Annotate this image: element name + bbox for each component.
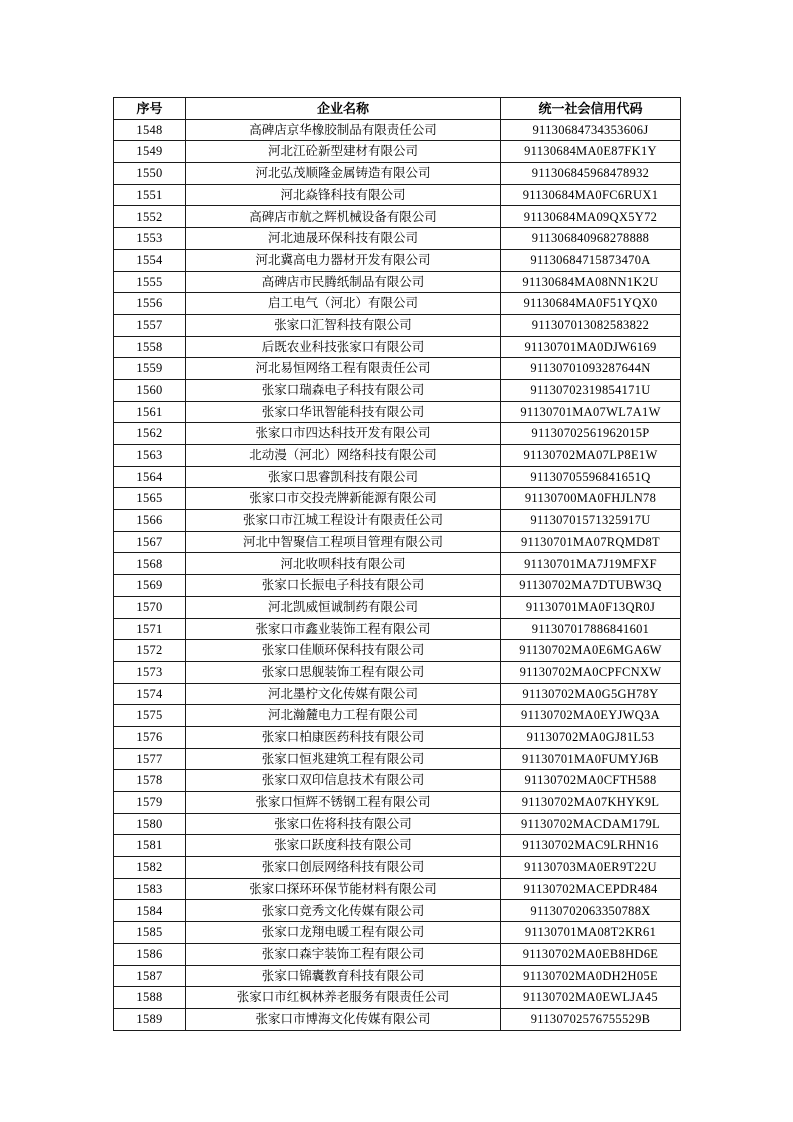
row-credit-code: 91130702063350788X	[501, 900, 681, 922]
row-index: 1558	[114, 336, 186, 358]
row-company-name: 张家口龙翔电暖工程有限公司	[186, 922, 501, 944]
row-index: 1552	[114, 206, 186, 228]
table-row	[114, 466, 681, 488]
row-credit-code: 91130701MA07RQMD8T	[501, 531, 681, 553]
row-credit-code: 91130684MA08NN1K2U	[501, 271, 681, 293]
row-index: 1577	[114, 748, 186, 770]
row-company-name: 河北焱锋科技有限公司	[186, 184, 501, 206]
row-index: 1580	[114, 813, 186, 835]
row-company-name: 河北弘茂顺隆金属铸造有限公司	[186, 163, 501, 185]
table-row	[114, 792, 681, 814]
row-company-name: 河北迪晟环保科技有限公司	[186, 228, 501, 250]
row-index: 1554	[114, 249, 186, 271]
row-company-name: 高碑店市民腾纸制品有限公司	[186, 271, 501, 293]
row-credit-code: 91130702576755529B	[501, 1008, 681, 1030]
table-row	[114, 596, 681, 618]
row-index: 1589	[114, 1008, 186, 1030]
row-index: 1553	[114, 228, 186, 250]
row-credit-code: 91130701MA0FUMYJ6B	[501, 748, 681, 770]
row-credit-code: 91130702MACDAM179L	[501, 813, 681, 835]
table-row	[114, 336, 681, 358]
row-credit-code: 91130684MA0E87FK1Y	[501, 141, 681, 163]
row-company-name: 河北凯威恒诚制药有限公司	[186, 596, 501, 618]
row-credit-code: 91130702561962015P	[501, 423, 681, 445]
row-credit-code: 91130702319854171U	[501, 379, 681, 401]
table-row	[114, 531, 681, 553]
row-index: 1548	[114, 119, 186, 141]
row-credit-code: 91130701MA7J19MFXF	[501, 553, 681, 575]
row-credit-code: 911306840968278888	[501, 228, 681, 250]
row-company-name: 高碑店京华橡胶制品有限责任公司	[186, 119, 501, 141]
row-credit-code: 91130684MA0FC6RUX1	[501, 184, 681, 206]
table-row	[114, 943, 681, 965]
row-index: 1573	[114, 661, 186, 683]
row-index: 1572	[114, 640, 186, 662]
row-company-name: 张家口跃度科技有限公司	[186, 835, 501, 857]
row-company-name: 后既农业科技张家口有限公司	[186, 336, 501, 358]
table-row	[114, 813, 681, 835]
row-company-name: 张家口竞秀文化传媒有限公司	[186, 900, 501, 922]
table-row	[114, 726, 681, 748]
table-row	[114, 748, 681, 770]
table-row	[114, 184, 681, 206]
row-company-name: 张家口创辰网络科技有限公司	[186, 857, 501, 879]
row-company-name: 张家口探环环保节能材料有限公司	[186, 878, 501, 900]
row-index: 1563	[114, 445, 186, 467]
row-credit-code: 91130702MA0EWLJA45	[501, 987, 681, 1009]
row-company-name: 启工电气（河北）有限公司	[186, 293, 501, 315]
row-company-name: 张家口市交投壳牌新能源有限公司	[186, 488, 501, 510]
row-credit-code: 91130701MA08T2KR61	[501, 922, 681, 944]
table-row	[114, 271, 681, 293]
table-row	[114, 423, 681, 445]
row-company-name: 高碑店市航之辉机械设备有限公司	[186, 206, 501, 228]
row-company-name: 张家口思舰装饰工程有限公司	[186, 661, 501, 683]
row-credit-code: 91130701MA0DJW6169	[501, 336, 681, 358]
row-credit-code: 91130702MA0DH2H05E	[501, 965, 681, 987]
row-index: 1557	[114, 314, 186, 336]
row-index: 1587	[114, 965, 186, 987]
row-company-name: 张家口双印信息技术有限公司	[186, 770, 501, 792]
row-credit-code: 91130684715873470A	[501, 249, 681, 271]
company-table	[113, 97, 681, 1031]
row-index: 1578	[114, 770, 186, 792]
row-index: 1551	[114, 184, 186, 206]
row-company-name: 张家口思睿凯科技有限公司	[186, 466, 501, 488]
row-index: 1555	[114, 271, 186, 293]
table-row	[114, 249, 681, 271]
table-row	[114, 510, 681, 532]
row-credit-code: 91130702MA07LP8E1W	[501, 445, 681, 467]
row-company-name: 河北中智聚信工程项目管理有限公司	[186, 531, 501, 553]
row-company-name: 张家口瑞森电子科技有限公司	[186, 379, 501, 401]
row-index: 1570	[114, 596, 186, 618]
row-index: 1581	[114, 835, 186, 857]
row-company-name: 河北瀚麓电力工程有限公司	[186, 705, 501, 727]
row-company-name: 张家口森宇装饰工程有限公司	[186, 943, 501, 965]
row-company-name: 张家口佐将科技有限公司	[186, 813, 501, 835]
table-body	[114, 119, 681, 1030]
row-index: 1556	[114, 293, 186, 315]
row-credit-code: 91130702MA7DTUBW3Q	[501, 575, 681, 597]
row-credit-code: 91130702MA07KHYK9L	[501, 792, 681, 814]
row-index: 1567	[114, 531, 186, 553]
row-company-name: 北动漫（河北）网络科技有限公司	[186, 445, 501, 467]
row-index: 1576	[114, 726, 186, 748]
row-credit-code: 91130702MA0G5GH78Y	[501, 683, 681, 705]
table-row	[114, 661, 681, 683]
row-index: 1564	[114, 466, 186, 488]
row-company-name: 张家口恒辉不锈钢工程有限公司	[186, 792, 501, 814]
row-company-name: 河北墨柠文化传媒有限公司	[186, 683, 501, 705]
row-company-name: 张家口市江城工程设计有限责任公司	[186, 510, 501, 532]
table-row	[114, 683, 681, 705]
row-index: 1586	[114, 943, 186, 965]
table-row	[114, 640, 681, 662]
row-company-name: 张家口长振电子科技有限公司	[186, 575, 501, 597]
table-row	[114, 445, 681, 467]
row-index: 1583	[114, 878, 186, 900]
row-company-name: 张家口市博海文化传媒有限公司	[186, 1008, 501, 1030]
table-row	[114, 228, 681, 250]
row-credit-code: 91130684734353606J	[501, 119, 681, 141]
table-row	[114, 358, 681, 380]
table-row	[114, 987, 681, 1009]
col-header-credit-code: 统一社会信用代码	[501, 98, 681, 120]
row-credit-code: 91130684MA0F51YQX0	[501, 293, 681, 315]
row-index: 1574	[114, 683, 186, 705]
table-row	[114, 575, 681, 597]
row-index: 1582	[114, 857, 186, 879]
table-row	[114, 618, 681, 640]
row-company-name: 张家口市红枫林养老服务有限责任公司	[186, 987, 501, 1009]
row-index: 1561	[114, 401, 186, 423]
row-credit-code: 91130702MAC9LRHN16	[501, 835, 681, 857]
row-credit-code: 91130702MA0CFTH588	[501, 770, 681, 792]
table-row	[114, 900, 681, 922]
table-row	[114, 206, 681, 228]
row-credit-code: 911307017886841601	[501, 618, 681, 640]
row-credit-code: 91130702MA0E6MGA6W	[501, 640, 681, 662]
table-row	[114, 379, 681, 401]
row-company-name: 河北冀高电力器材开发有限公司	[186, 249, 501, 271]
row-index: 1550	[114, 163, 186, 185]
row-credit-code: 91130701MA0F13QR0J	[501, 596, 681, 618]
row-index: 1549	[114, 141, 186, 163]
row-credit-code: 91130684MA09QX5Y72	[501, 206, 681, 228]
row-credit-code: 911307013082583822	[501, 314, 681, 336]
row-credit-code: 91130702MA0EB8HD6E	[501, 943, 681, 965]
header-row	[114, 98, 681, 120]
table-row	[114, 770, 681, 792]
col-header-index: 序号	[114, 98, 186, 120]
row-credit-code: 91130702MA0GJ81L53	[501, 726, 681, 748]
row-credit-code: 91130700MA0FHJLN78	[501, 488, 681, 510]
row-company-name: 张家口柏康医药科技有限公司	[186, 726, 501, 748]
row-company-name: 河北江砼新型建材有限公司	[186, 141, 501, 163]
table-row	[114, 878, 681, 900]
table-row	[114, 705, 681, 727]
table-row	[114, 488, 681, 510]
col-header-company-name: 企业名称	[186, 98, 501, 120]
row-index: 1568	[114, 553, 186, 575]
table-row	[114, 141, 681, 163]
row-index: 1562	[114, 423, 186, 445]
row-index: 1575	[114, 705, 186, 727]
row-credit-code: 91130701571325917U	[501, 510, 681, 532]
row-index: 1571	[114, 618, 186, 640]
table-row	[114, 857, 681, 879]
row-credit-code: 91130703MA0ER9T22U	[501, 857, 681, 879]
row-company-name: 张家口恒兆建筑工程有限公司	[186, 748, 501, 770]
row-index: 1566	[114, 510, 186, 532]
table-row	[114, 922, 681, 944]
row-index: 1579	[114, 792, 186, 814]
table-row	[114, 1008, 681, 1030]
table-row	[114, 553, 681, 575]
row-index: 1569	[114, 575, 186, 597]
row-company-name: 张家口市鑫业装饰工程有限公司	[186, 618, 501, 640]
row-index: 1584	[114, 900, 186, 922]
row-credit-code: 91130701MA07WL7A1W	[501, 401, 681, 423]
table-row	[114, 314, 681, 336]
row-company-name: 河北收呗科技有限公司	[186, 553, 501, 575]
row-index: 1565	[114, 488, 186, 510]
row-company-name: 张家口锦囊教育科技有限公司	[186, 965, 501, 987]
table-row	[114, 401, 681, 423]
row-credit-code: 91130702MACEPDR484	[501, 878, 681, 900]
row-credit-code: 91130705596841651Q	[501, 466, 681, 488]
row-credit-code: 91130702MA0EYJWQ3A	[501, 705, 681, 727]
table-row	[114, 119, 681, 141]
row-index: 1588	[114, 987, 186, 1009]
row-company-name: 张家口汇智科技有限公司	[186, 314, 501, 336]
row-company-name: 张家口佳顺环保科技有限公司	[186, 640, 501, 662]
row-company-name: 河北易恒网络工程有限责任公司	[186, 358, 501, 380]
table-header	[114, 98, 681, 120]
row-credit-code: 91130701093287644N	[501, 358, 681, 380]
row-credit-code: 91130702MA0CPFCNXW	[501, 661, 681, 683]
table-row	[114, 163, 681, 185]
table-row	[114, 835, 681, 857]
row-index: 1559	[114, 358, 186, 380]
row-company-name: 张家口市四达科技开发有限公司	[186, 423, 501, 445]
row-credit-code: 911306845968478932	[501, 163, 681, 185]
row-index: 1560	[114, 379, 186, 401]
table-row	[114, 293, 681, 315]
row-index: 1585	[114, 922, 186, 944]
row-company-name: 张家口华讯智能科技有限公司	[186, 401, 501, 423]
table-row	[114, 965, 681, 987]
